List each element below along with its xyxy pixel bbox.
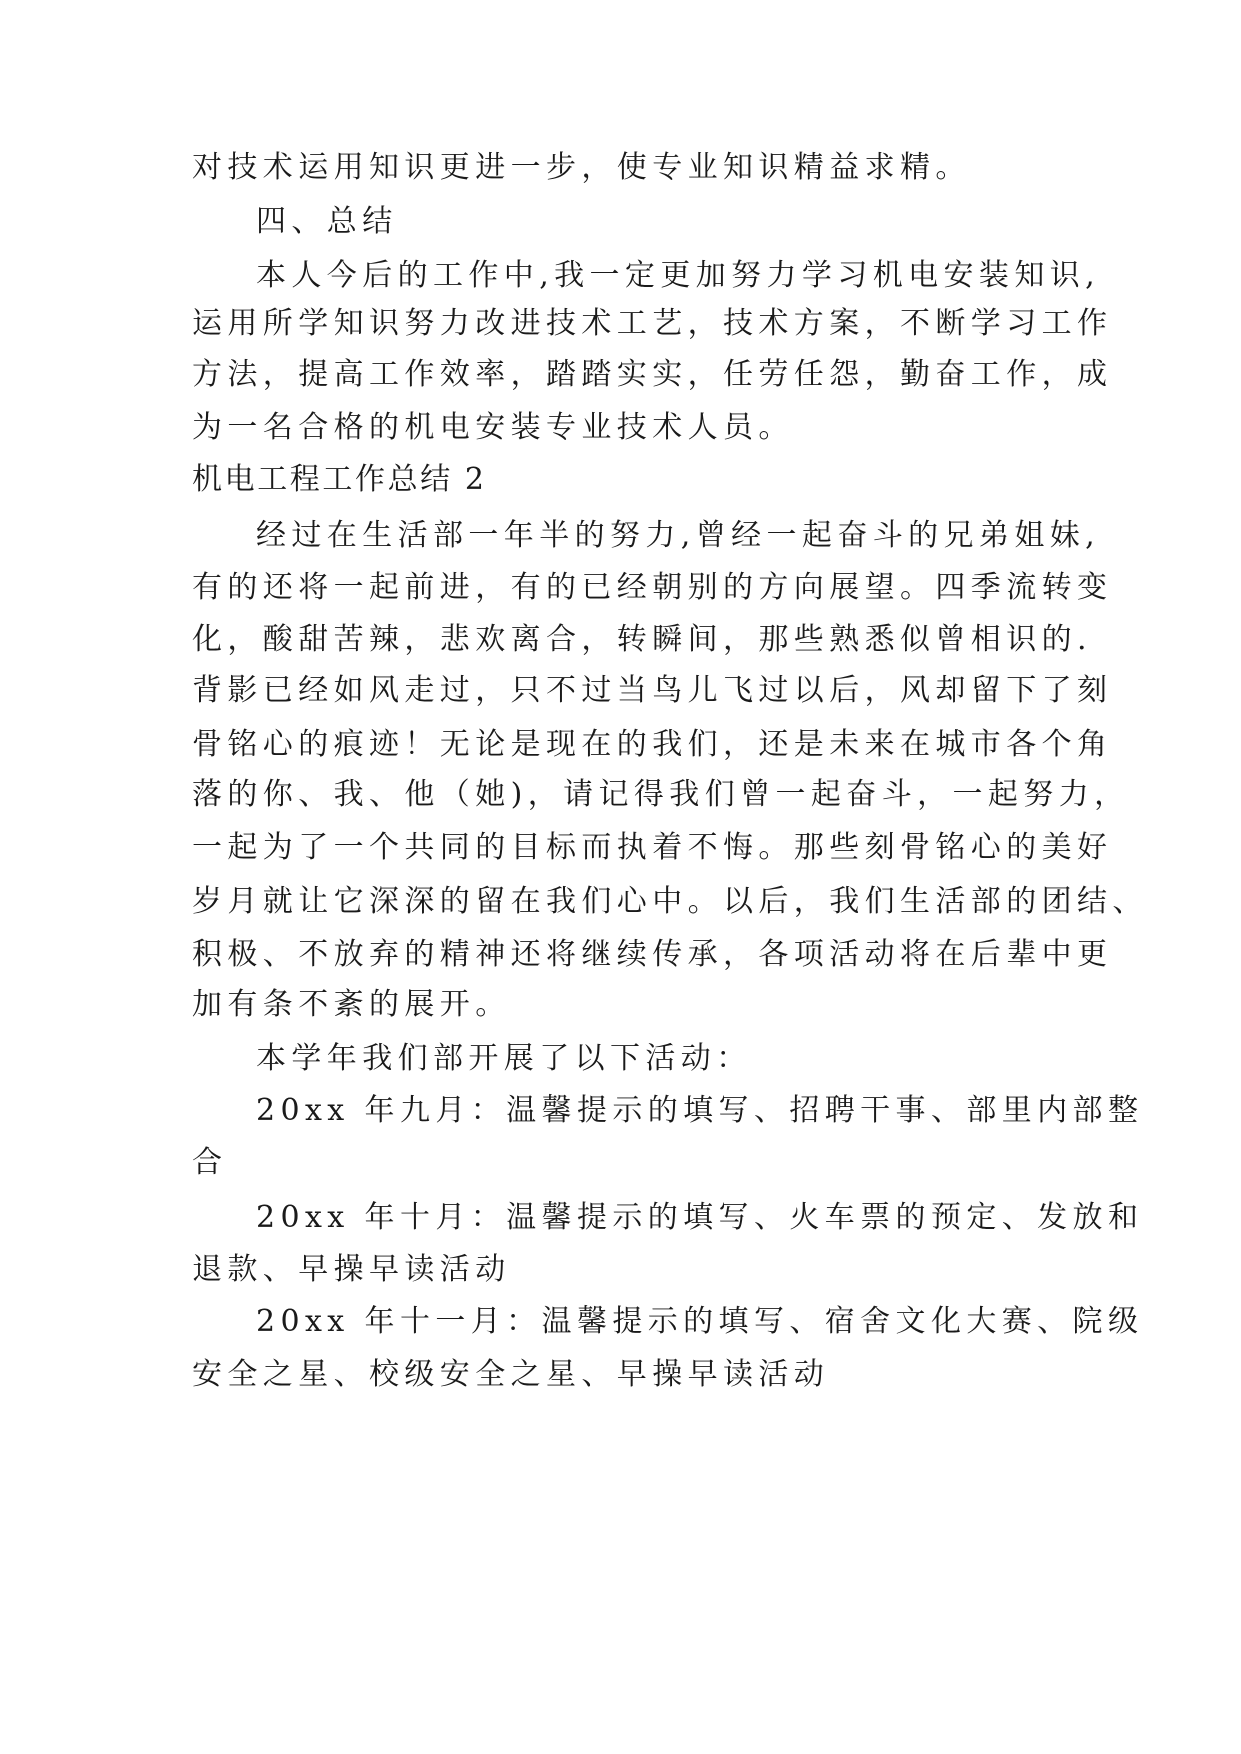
body-text-line: 化，酸甜苦辣，悲欢离合，转瞬间，那些熟悉似曾相识的. [192,622,1092,657]
section-heading: 四、总结 [256,204,398,239]
activity-item-line: 20xx 年十月：温馨提示的填写、火车票的预定、发放和 [256,1200,1144,1235]
body-text-line: 经过在生活部一年半的努力,曾经一起奋斗的兄弟姐妹, [256,518,1101,553]
body-text-line: 本学年我们部开展了以下活动： [256,1041,752,1076]
body-text-line: 运用所学知识努力改进技术工艺，技术方案，不断学习工作 [192,306,1113,341]
activity-item-line: 20xx 年九月：温馨提示的填写、招聘干事、部里内部整 [256,1093,1144,1128]
body-text-line: 对技术运用知识更进一步，使专业知识精益求精。 [192,150,971,185]
body-text-line: 岁月就让它深深的留在我们心中。以后，我们生活部的团结、 [192,884,1148,919]
body-text-line: 落的你、我、他（她)，请记得我们曾一起奋斗，一起努力， [192,777,1130,812]
body-text-line: 本人今后的工作中,我一定更加努力学习机电安装知识, [256,258,1101,293]
activity-item-line: 安全之星、校级安全之星、早操早读活动 [192,1357,830,1392]
body-text-line: 方法，提高工作效率，踏踏实实，任劳任怨，勤奋工作，成 [192,357,1113,392]
activity-item-line: 20xx 年十一月：温馨提示的填写、宿舍文化大赛、院级 [256,1304,1144,1339]
body-text-line: 背影已经如风走过，只不过当鸟儿飞过以后，风却留下了刻 [192,673,1113,708]
document-title: 机电工程工作总结 2 [192,462,487,497]
body-text-line: 积极、不放弃的精神还将继续传承，各项活动将在后辈中更 [192,937,1113,972]
activity-item-line: 合 [192,1145,228,1180]
body-text-line: 加有条不紊的展开。 [192,987,511,1022]
activity-item-line: 退款、早操早读活动 [192,1252,511,1287]
body-text-line: 为一名合格的机电安装专业技术人员。 [192,410,794,445]
body-text-line: 骨铭心的痕迹！无论是现在的我们，还是未来在城市各个角 [192,727,1113,762]
body-text-line: 一起为了一个共同的目标而执着不悔。那些刻骨铭心的美好 [192,830,1113,865]
body-text-line: 有的还将一起前进，有的已经朝别的方向展望。四季流转变 [192,570,1113,605]
